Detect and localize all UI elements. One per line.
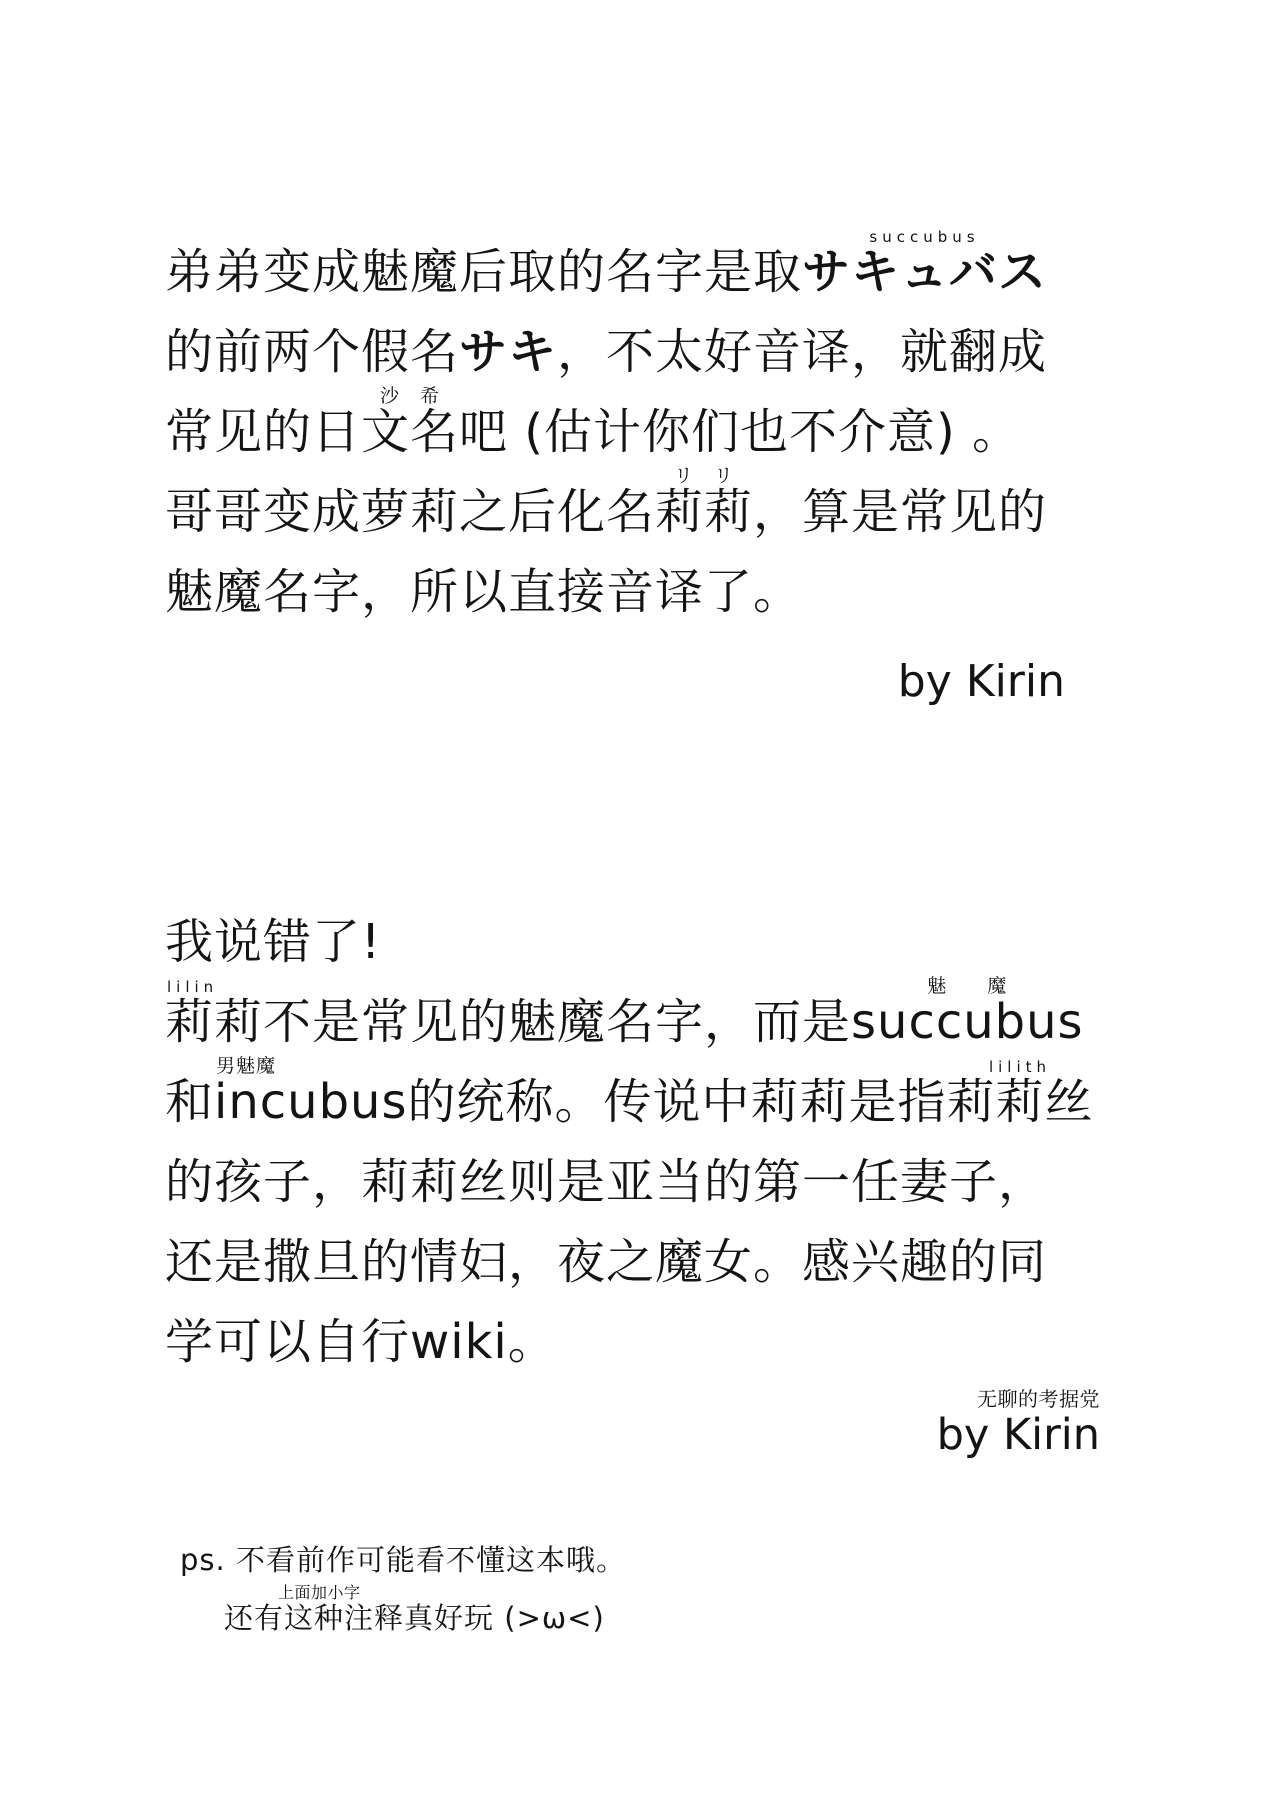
annotated-word-succubus xyxy=(851,975,1084,1062)
text-line xyxy=(165,465,1048,552)
ruby-nanmeimo: 男魅魔 xyxy=(216,1055,277,1077)
credit-note: 无聊的考据党 xyxy=(977,1387,1100,1411)
text-segment: 的前两个假名 xyxy=(165,324,460,380)
ruby-base: 文名 xyxy=(361,404,460,460)
ruby-base: 莉莉 xyxy=(165,994,264,1050)
ps-footer xyxy=(180,1538,626,1640)
text-segment: 和 xyxy=(165,1074,215,1130)
ruby-meimo: 魅 魔 xyxy=(927,975,1008,997)
ruby-lilith: lilith xyxy=(988,1058,1052,1076)
text-segment: ，算是常见的 xyxy=(753,484,1048,540)
ps-line-2 xyxy=(224,1583,626,1640)
credit-byline-2: by Kirin xyxy=(936,1410,1100,1460)
ruby-base: 这种注释 xyxy=(284,1601,405,1635)
text-segment: 魅魔名字，所以直接音译了。 xyxy=(165,564,803,620)
text-line xyxy=(165,1222,1094,1302)
annotated-word-sakyubasu xyxy=(802,228,1048,312)
ruby-lilin: lilin xyxy=(167,978,219,996)
text-line xyxy=(165,385,1047,472)
text-segment: 还有 xyxy=(224,1601,285,1635)
ruby-shaxi: 沙 希 xyxy=(380,385,441,407)
annotated-word-zhushi xyxy=(278,1583,405,1640)
text-segment: 弟弟变成魅魔后取的名字是取 xyxy=(165,244,803,300)
ruby-base: 莉莉 xyxy=(655,484,754,540)
text-line xyxy=(165,902,1094,982)
annotated-word-lili xyxy=(655,465,754,552)
text-segment: 不是常见的魅魔名字，而是 xyxy=(263,994,852,1050)
text-line xyxy=(165,1142,1094,1222)
ruby-succubus: succubus xyxy=(869,228,980,246)
text-segment: 哥哥变成萝莉之后化名 xyxy=(165,484,656,540)
annotated-word-wenming xyxy=(361,385,460,472)
paragraph-naming-note xyxy=(165,228,1048,632)
annotated-word-lilisi xyxy=(946,1058,1094,1142)
ruby-base: 莉莉丝 xyxy=(946,1074,1094,1130)
text-segment: 的孩子，莉莉丝则是亚当的第一任妻子， xyxy=(165,1154,1048,1210)
text-line xyxy=(165,1055,1094,1142)
ruby-shangmianjiaxiaozi: 上面加小字 xyxy=(278,1583,361,1602)
text-segment: 吧 (估计你们也不介意) 。 xyxy=(459,404,1022,460)
text-segment: ，不太好音译，就翻成 xyxy=(557,324,1048,380)
credit-block-2 xyxy=(937,1388,1100,1460)
ruby-base: サキュバス xyxy=(802,244,1048,300)
text-line xyxy=(165,228,1048,312)
text-segment-saki-bold: サキ xyxy=(459,324,558,380)
text-line xyxy=(165,552,1047,632)
credit-byline-1: by Kirin xyxy=(897,656,1065,707)
text-line xyxy=(165,312,1047,392)
ruby-base: incubus xyxy=(214,1074,408,1130)
ruby-riri: リ リ xyxy=(674,465,735,487)
text-segment: 我说错了! xyxy=(165,914,382,970)
text-segment: 还是撒旦的情妇，夜之魔女。感兴趣的同 xyxy=(165,1234,1048,1290)
text-segment: 真好玩 (>ω<) xyxy=(404,1601,605,1635)
ruby-base: succubus xyxy=(851,994,1084,1050)
annotated-word-incubus xyxy=(214,1055,408,1142)
text-line xyxy=(165,975,1094,1062)
text-segment: 学可以自行wiki。 xyxy=(165,1314,557,1370)
paragraph-correction-note xyxy=(165,902,1094,1382)
ps-line-1: ps. 不看前作可能看不懂这本哦。 xyxy=(180,1543,626,1577)
text-line xyxy=(165,1302,1094,1382)
text-segment: 的统称。传说中莉莉是指 xyxy=(407,1074,947,1130)
annotated-word-lili xyxy=(165,978,264,1062)
text-segment: 常见的日 xyxy=(165,404,362,460)
